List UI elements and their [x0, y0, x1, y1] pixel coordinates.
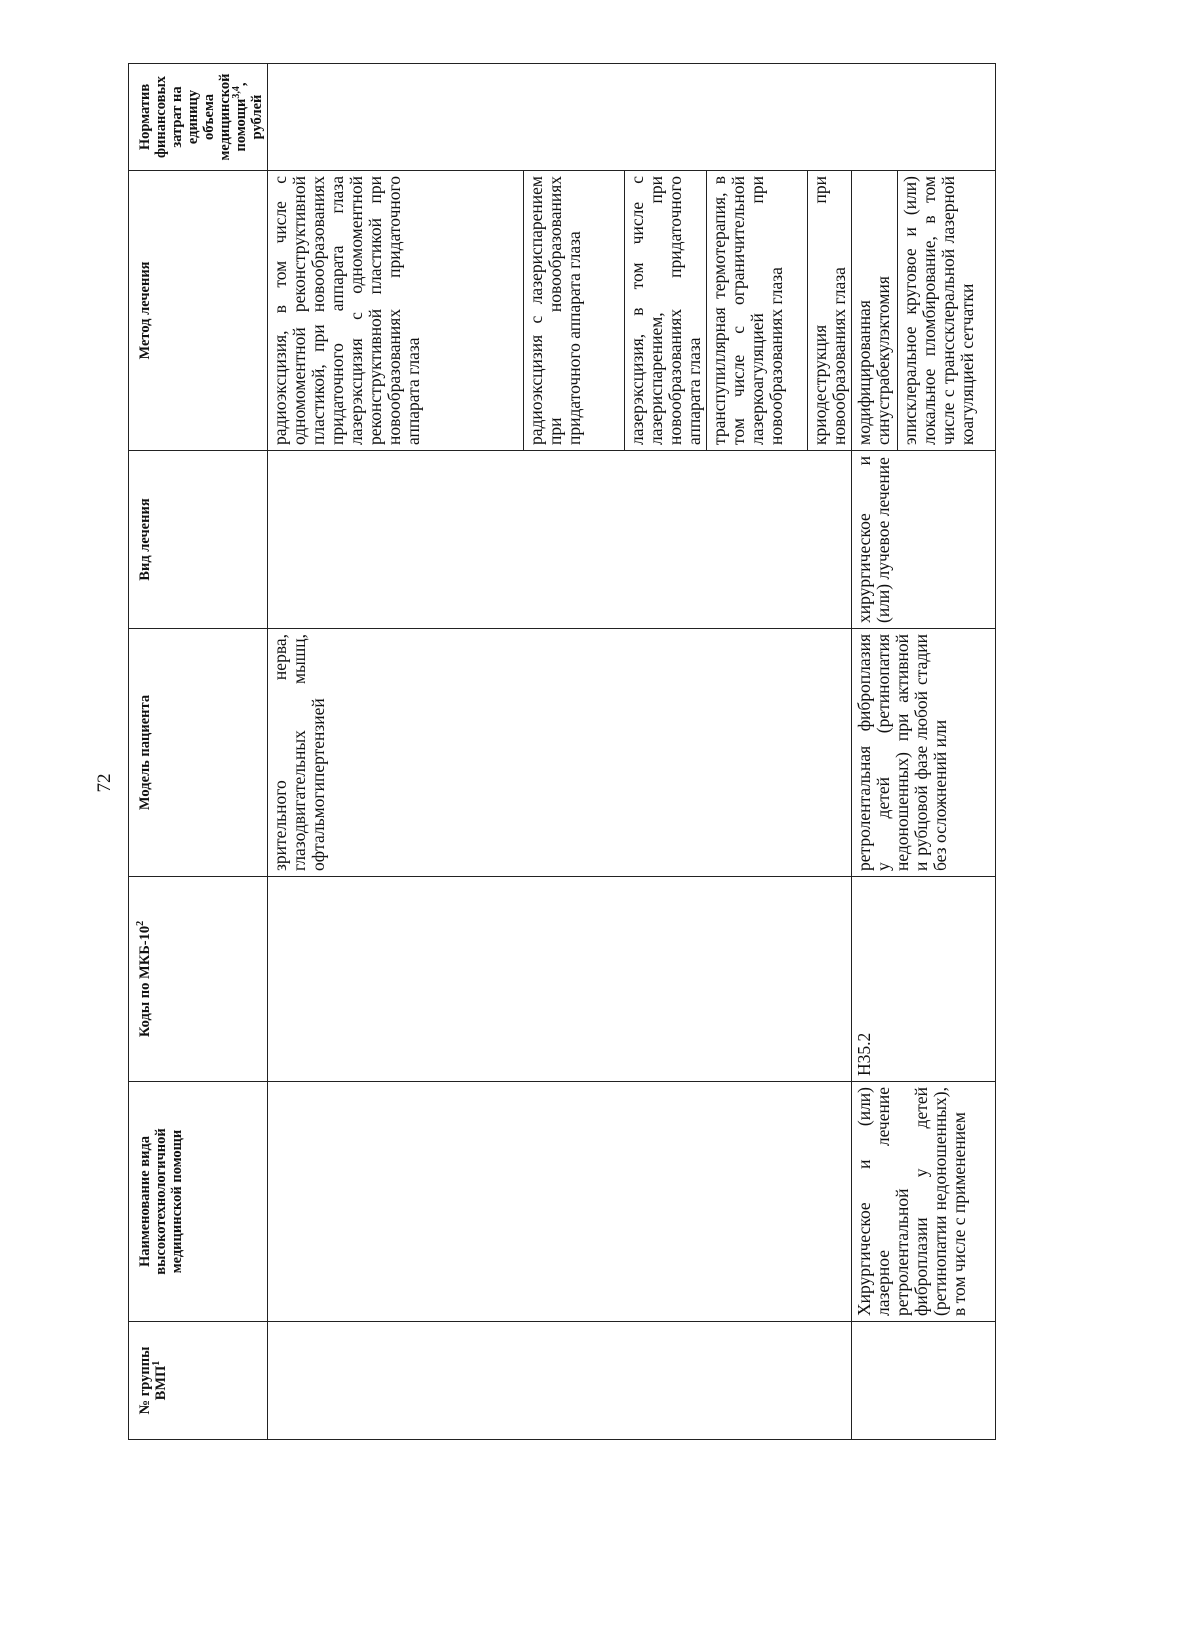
header-model: Модель пациента [129, 629, 268, 877]
cell-group-no [852, 1322, 996, 1440]
header-cost: Норматив финансовых затрат на единицу объема медицинской помощи$^{3,4}$, рублей [129, 64, 268, 171]
cell-codes: H35.2 [852, 877, 996, 1082]
vmp-table [128, 63, 996, 1440]
cell-model: ретролентальная фиброплазия у детей (ретинопатия недоношенных) при активной и рубцовой фазе любой стадии без осложнений или [852, 629, 996, 877]
cell-name: Хирургическое и (или) лазерное лечение ретролентальной фиброплазии у детей (ретинопатии недоношенных), в том числе с применением [852, 1082, 996, 1322]
cell-treatment-type [268, 451, 852, 629]
rotated-table-wrapper [128, 64, 996, 1440]
cell-model: зрительного нерва, глазодвигательных мышц, офтальмогипертензией [268, 629, 852, 877]
cell-treatment-type: хирургическое и (или) лучевое лечение [852, 451, 996, 629]
cell-method: транспупиллярная термотерапия, в том числе с ограничительной лазеркоагуляцией при новообразованиях глаза [707, 171, 808, 451]
header-treatment-type: Вид лечения [129, 451, 268, 629]
header-method: Метод лечения [129, 171, 268, 451]
header-codes: Коды по МКБ-$10^2$ [129, 877, 268, 1082]
table-row [268, 64, 524, 1440]
cell-method: эписклеральное круговое и (или) локальное пломбирование, в том числе с транссклеральной лазерной коагуляцией сетчатки [898, 171, 996, 451]
cell-method: криодеструкция при новообразованиях глаза [808, 171, 852, 451]
cell-method: лазерэксцизия, в том числе с лазериспарением, при новообразованиях придаточного аппарата глаза [625, 171, 707, 451]
cell-method: радиоэксцизия с лазериспарением при новообразованиях придаточного аппарата глаза [524, 171, 625, 451]
header-name: Наименование вида высокотехнологичной медицинской помощи [129, 1082, 268, 1322]
cell-method: радиоэксцизия, в том числе с одномоментной реконструктивной пластикой, при новообразованиях придаточного аппарата глаза лазерэксцизия с одномоментной реконструктивной пластикой при новообразованиях придаточного аппарата глаза [268, 171, 524, 451]
cell-name [268, 1082, 852, 1322]
cell-cost [268, 64, 996, 171]
header-group-no: № группы ВМП$^1$ [129, 1322, 268, 1440]
cell-method: модифицированная синустрабекулэктомия [852, 171, 898, 451]
cell-codes [268, 877, 852, 1082]
page-number: 72 [94, 773, 115, 793]
cell-group-no [268, 1322, 852, 1440]
table-row [852, 64, 898, 1440]
table-header-row [129, 64, 268, 1440]
